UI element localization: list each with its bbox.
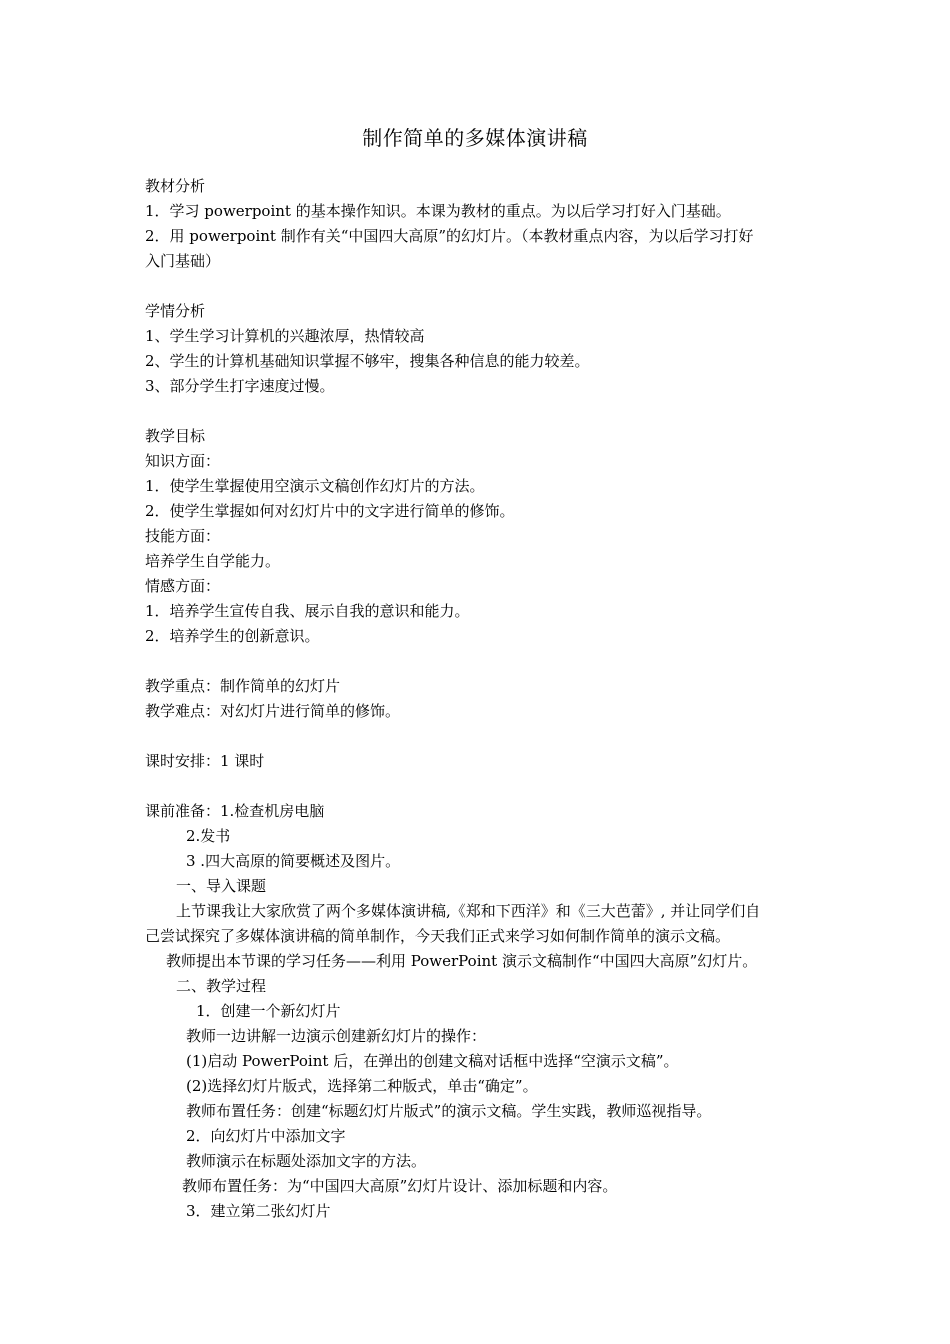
paragraph-line: 培养学生自学能力。 — [145, 552, 281, 570]
paragraph-line: 2．培养学生的创新意识。 — [145, 627, 320, 645]
subheading-knowledge: 知识方面： — [145, 452, 221, 470]
paragraph-line: 2．使学生掌握如何对幻灯片中的文字进行简单的修饰。 — [145, 502, 515, 520]
paragraph-line: 1．使学生掌握使用空演示文稿创作幻灯片的方法。 — [145, 477, 485, 495]
step-heading: 3．建立第二张幻灯片 — [186, 1202, 331, 1220]
teaching-focus: 教学重点：制作简单的幻灯片 — [145, 677, 341, 695]
preparation-item: 2.发书 — [186, 827, 231, 845]
paragraph-line: 教师一边讲解一边演示创建新幻灯片的操作： — [186, 1027, 487, 1045]
paragraph-line: 3、部分学生打字速度过慢。 — [145, 377, 335, 395]
paragraph-line: 1、学生学习计算机的兴趣浓厚，热情较高 — [145, 327, 425, 345]
paragraph-line: 上节课我让大家欣赏了两个多媒体演讲稿,《郑和下西洋》和《三大芭蕾》, 并让同学们自 — [176, 902, 761, 920]
class-preparation: 课前准备：1.检查机房电脑 — [145, 802, 325, 820]
paragraph-line: 入门基础） — [145, 252, 221, 270]
paragraph-line: 2．用 powerpoint 制作有关“中国四大高原”的幻灯片。（本教材重点内容，为以后学习打好 — [145, 227, 754, 245]
paragraph-line: 教师演示在标题处添加文字的方法。 — [186, 1152, 427, 1170]
teaching-difficulty: 教学难点：对幻灯片进行简单的修饰。 — [145, 702, 401, 720]
document-title: 制作简单的多媒体演讲稿 — [362, 126, 588, 150]
subheading-skills: 技能方面： — [145, 527, 221, 545]
paragraph-line: 1．学习 powerpoint 的基本操作知识。本课为教材的重点。为以后学习打好入门基础。 — [145, 202, 731, 220]
preparation-item: 3 .四大高原的简要概述及图片。 — [186, 852, 401, 870]
paragraph-line: 教师提出本节课的学习任务——利用 PowerPoint 演示文稿制作“中国四大高原”幻灯片。 — [166, 952, 758, 970]
paragraph-line: (2)选择幻灯片版式，选择第二种版式，单击“确定”。 — [186, 1077, 538, 1095]
step-heading: 2．向幻灯片中添加文字 — [186, 1127, 346, 1145]
paragraph-line: 教师布置任务：创建“标题幻灯片版式”的演示文稿。学生实践，教师巡视指导。 — [186, 1102, 712, 1120]
paragraph-line: (1)启动 PowerPoint 后，在弹出的创建文稿对话框中选择“空演示文稿”。 — [186, 1052, 679, 1070]
section-heading-teaching-goals: 教学目标 — [145, 427, 206, 445]
paragraph-line: 教师布置任务：为“中国四大高原”幻灯片设计、添加标题和内容。 — [182, 1177, 618, 1195]
paragraph-line: 己尝试探究了多媒体演讲稿的简单制作，今天我们正式来学习如何制作简单的演示文稿。 — [145, 927, 731, 945]
paragraph-line: 1．培养学生宣传自我、展示自我的意识和能力。 — [145, 602, 470, 620]
step-heading: 1．创建一个新幻灯片 — [196, 1002, 341, 1020]
section-heading-introduction: 一、导入课题 — [176, 877, 267, 895]
section-heading-textbook-analysis: 教材分析 — [145, 177, 206, 195]
subheading-emotion: 情感方面： — [145, 577, 221, 595]
class-schedule: 课时安排：1 课时 — [145, 752, 265, 770]
section-heading-teaching-process: 二、教学过程 — [176, 977, 267, 995]
section-heading-student-analysis: 学情分析 — [145, 302, 206, 320]
paragraph-line: 2、学生的计算机基础知识掌握不够牢，搜集各种信息的能力较差。 — [145, 352, 590, 370]
